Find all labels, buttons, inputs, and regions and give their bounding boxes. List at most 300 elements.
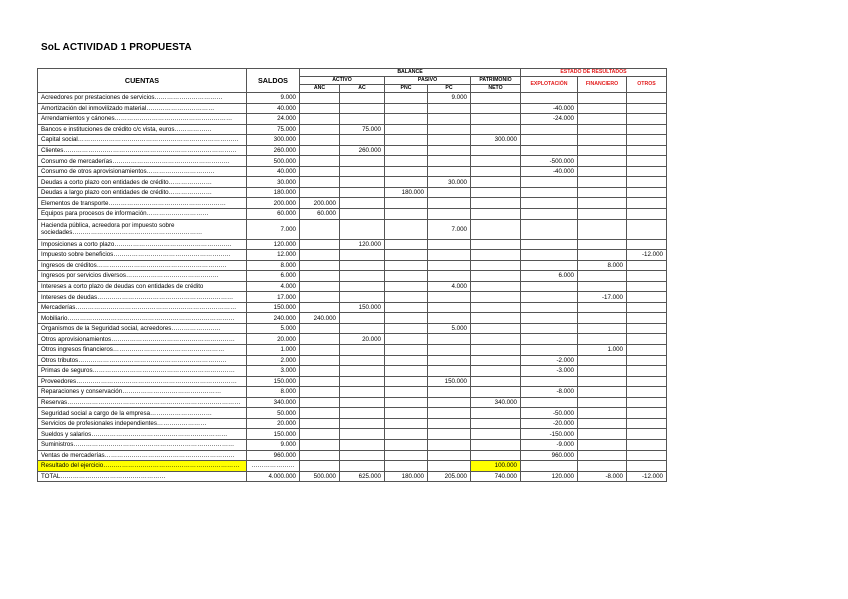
header-anc: ANC	[300, 85, 340, 93]
cell-pnc	[385, 250, 428, 261]
cell-ac	[340, 93, 385, 104]
cell-ac	[340, 313, 385, 324]
cell-pc	[428, 408, 471, 419]
cell-patrimonio-neto: 100.000	[471, 461, 521, 472]
cell-pc	[428, 334, 471, 345]
cell-pnc	[385, 345, 428, 356]
cell-ac	[340, 292, 385, 303]
cell-pnc	[385, 124, 428, 135]
cell-pnc	[385, 355, 428, 366]
cell-explotacion: 6.000	[521, 271, 578, 282]
cell-explotacion	[521, 177, 578, 188]
cell-explotacion	[521, 345, 578, 356]
cell-financiero	[578, 302, 627, 313]
cell-financiero	[578, 366, 627, 377]
cell-patrimonio-neto	[471, 292, 521, 303]
cell-financiero	[578, 209, 627, 220]
cell-ac	[340, 281, 385, 292]
cell-otros	[627, 302, 667, 313]
cell-cuenta: Mobiliario………………………………………………………………………	[38, 313, 247, 324]
cell-anc	[300, 250, 340, 261]
cell-pnc	[385, 219, 428, 239]
page-title: SoL ACTIVIDAD 1 PROPUESTA	[41, 42, 192, 53]
cell-financiero	[578, 219, 627, 239]
cell-saldo: 6.000	[247, 271, 300, 282]
cell-saldo: 8.000	[247, 260, 300, 271]
cell-otros	[627, 376, 667, 387]
cell-financiero	[578, 376, 627, 387]
cell-pc	[428, 187, 471, 198]
cell-patrimonio-neto	[471, 145, 521, 156]
cell-otros	[627, 313, 667, 324]
cell-saldo: 17.000	[247, 292, 300, 303]
cell-explotacion	[521, 250, 578, 261]
cell-anc	[300, 334, 340, 345]
cell-cuenta: Organismos de la Seguridad social, acreedores……………………	[38, 323, 247, 334]
cell-pnc	[385, 198, 428, 209]
cell-explotacion: -2.000	[521, 355, 578, 366]
cell-pnc	[385, 177, 428, 188]
cell-ac: 120.000	[340, 239, 385, 250]
cell-pnc	[385, 103, 428, 114]
cell-patrimonio-neto	[471, 219, 521, 239]
table-row	[38, 166, 667, 177]
cell-otros	[627, 387, 667, 398]
cell-ac	[340, 429, 385, 440]
cell-explotacion	[521, 239, 578, 250]
cell-patrimonio-neto	[471, 166, 521, 177]
cell-pnc	[385, 429, 428, 440]
cell-cuenta: Equipos para procesos de información…………………………	[38, 209, 247, 220]
cell-explotacion	[521, 397, 578, 408]
cell-pnc	[385, 302, 428, 313]
cell-pc	[428, 302, 471, 313]
cell-saldo: 5.000	[247, 323, 300, 334]
cell-otros	[627, 281, 667, 292]
cell-pc	[428, 387, 471, 398]
cell-saldo: 3.000	[247, 366, 300, 377]
table-row	[38, 145, 667, 156]
cell-otros	[627, 355, 667, 366]
cell-pc	[428, 418, 471, 429]
cell-cuenta: Bancos e instituciones de crédito c/c vista, euros………………	[38, 124, 247, 135]
cell-pc	[428, 355, 471, 366]
cell-patrimonio-neto: 300.000	[471, 135, 521, 146]
cell-cuenta: Arrendamientos y cánones…………………………………………………	[38, 114, 247, 125]
table-row	[38, 187, 667, 198]
table-row	[38, 103, 667, 114]
cell-pnc	[385, 376, 428, 387]
cell-explotacion: 960.000	[521, 450, 578, 461]
cell-financiero	[578, 177, 627, 188]
cell-cuenta: Elementos de transporte…………………………………………………	[38, 198, 247, 209]
cell-ac	[340, 408, 385, 419]
cell-financiero	[578, 135, 627, 146]
cell-explotacion	[521, 135, 578, 146]
cell-otros	[627, 93, 667, 104]
cell-saldo: 1.000	[247, 345, 300, 356]
cell-cuenta: Deudas a corto plazo con entidades de crédito…………………	[38, 177, 247, 188]
cell-ac	[340, 397, 385, 408]
cell-anc	[300, 397, 340, 408]
cell-pnc	[385, 292, 428, 303]
cell-pc	[428, 250, 471, 261]
cell-pnc	[385, 408, 428, 419]
cell-explotacion	[521, 334, 578, 345]
cell-anc	[300, 114, 340, 125]
table-row	[38, 345, 667, 356]
cell-explotacion	[521, 145, 578, 156]
cell-financiero	[578, 397, 627, 408]
cell-anc	[300, 302, 340, 313]
cell-patrimonio-neto	[471, 387, 521, 398]
cell-pnc	[385, 156, 428, 167]
cell-anc	[300, 219, 340, 239]
cell-cuenta: Ventas de mercaderías………………………………………………………	[38, 450, 247, 461]
header-explotacion: EXPLOTACIÓN	[521, 77, 578, 93]
cell-pc	[428, 166, 471, 177]
cell-pnc	[385, 366, 428, 377]
cell-patrimonio-neto	[471, 408, 521, 419]
cell-otros	[627, 124, 667, 135]
cell-financiero	[578, 387, 627, 398]
cell-pnc	[385, 323, 428, 334]
table-row	[38, 209, 667, 220]
cell-financiero: -17.000	[578, 292, 627, 303]
cell-cuenta: Proveedores……………………………………………………………………	[38, 376, 247, 387]
header-pasivo: PASIVO	[385, 77, 471, 85]
cell-explotacion	[521, 313, 578, 324]
cell-cuenta: Intereses de deudas…………………………………………………………	[38, 292, 247, 303]
cell-saldo: 150.000	[247, 302, 300, 313]
table-row	[38, 334, 667, 345]
cell-saldo: …………………	[247, 461, 300, 472]
cell-otros	[627, 187, 667, 198]
cell-ac: 150.000	[340, 302, 385, 313]
cell-pnc	[385, 93, 428, 104]
cell-financiero	[578, 93, 627, 104]
cell-ac	[340, 439, 385, 450]
total-label: TOTAL……………………………………………	[38, 471, 247, 482]
cell-pc	[428, 366, 471, 377]
cell-saldo: 40.000	[247, 166, 300, 177]
table-row	[38, 429, 667, 440]
cell-saldo: 240.000	[247, 313, 300, 324]
cell-anc	[300, 239, 340, 250]
table-row	[38, 323, 667, 334]
table-row	[38, 292, 667, 303]
cell-cuenta: Seguridad social a cargo de la empresa…………………………	[38, 408, 247, 419]
cell-cuenta: Ingresos por servicios diversos………………………………………	[38, 271, 247, 282]
cell-otros	[627, 198, 667, 209]
cell-otros	[627, 114, 667, 125]
cell-otros	[627, 239, 667, 250]
total-pc: 205.000	[428, 471, 471, 482]
header-neto: NETO	[471, 85, 521, 93]
cell-patrimonio-neto	[471, 209, 521, 220]
table-row	[38, 366, 667, 377]
table-row	[38, 156, 667, 167]
cell-cuenta: Reparaciones y conservación…………………………………………	[38, 387, 247, 398]
cell-financiero	[578, 239, 627, 250]
cell-otros	[627, 145, 667, 156]
cell-cuenta: Otros ingresos financieros………………………………………………	[38, 345, 247, 356]
cell-financiero	[578, 355, 627, 366]
cell-pnc	[385, 450, 428, 461]
cell-cuenta: Consumo de otros aprovisionamientos……………………………	[38, 166, 247, 177]
cell-ac	[340, 114, 385, 125]
cell-explotacion: -20.000	[521, 418, 578, 429]
cell-financiero	[578, 124, 627, 135]
cell-saldo: 20.000	[247, 334, 300, 345]
cell-pc	[428, 271, 471, 282]
cell-ac	[340, 156, 385, 167]
cell-explotacion	[521, 281, 578, 292]
cell-ac	[340, 103, 385, 114]
table-row	[38, 302, 667, 313]
cell-cuenta: Imposiciones a corto plazo…………………………………………………	[38, 239, 247, 250]
cell-ac	[340, 461, 385, 472]
cell-financiero	[578, 313, 627, 324]
cell-patrimonio-neto	[471, 429, 521, 440]
cell-anc	[300, 366, 340, 377]
cell-anc	[300, 177, 340, 188]
cell-anc	[300, 292, 340, 303]
header-patrimonio: PATRIMONIO	[471, 77, 521, 85]
cell-pc: 5.000	[428, 323, 471, 334]
cell-financiero	[578, 281, 627, 292]
cell-saldo: 7.000	[247, 219, 300, 239]
cell-patrimonio-neto	[471, 313, 521, 324]
cell-financiero	[578, 408, 627, 419]
cell-patrimonio-neto	[471, 103, 521, 114]
table-row	[38, 250, 667, 261]
cell-cuenta: Intereses a corto plazo de deudas con entidades de crédito	[38, 281, 247, 292]
cell-pnc	[385, 145, 428, 156]
cell-pc: 7.000	[428, 219, 471, 239]
table-row	[38, 418, 667, 429]
cell-patrimonio-neto	[471, 239, 521, 250]
cell-otros	[627, 219, 667, 239]
cell-cuenta: Hacienda pública, acreedora por impuesto sobre sociedades………………………………………………………	[38, 219, 247, 239]
cell-saldo: 75.000	[247, 124, 300, 135]
cell-financiero	[578, 198, 627, 209]
cell-financiero	[578, 334, 627, 345]
total-patrimonio-neto: 740.000	[471, 471, 521, 482]
cell-anc: 200.000	[300, 198, 340, 209]
cell-otros	[627, 366, 667, 377]
total-explotacion: 120.000	[521, 471, 578, 482]
cell-saldo: 300.000	[247, 135, 300, 146]
cell-anc	[300, 166, 340, 177]
table-row	[38, 355, 667, 366]
cell-financiero	[578, 114, 627, 125]
cell-ac	[340, 177, 385, 188]
cell-ac	[340, 209, 385, 220]
cell-cuenta: Mercaderías……………………………………………………………………	[38, 302, 247, 313]
cell-pc	[428, 461, 471, 472]
cell-ac	[340, 345, 385, 356]
cell-cuenta: Ingresos de créditos………………………………………………………	[38, 260, 247, 271]
cell-ac	[340, 366, 385, 377]
cell-explotacion: -500.000	[521, 156, 578, 167]
cell-otros	[627, 135, 667, 146]
cell-ac	[340, 355, 385, 366]
cell-explotacion	[521, 260, 578, 271]
cell-pnc	[385, 260, 428, 271]
cell-patrimonio-neto	[471, 198, 521, 209]
table-row	[38, 439, 667, 450]
cell-explotacion: -8.000	[521, 387, 578, 398]
cell-patrimonio-neto	[471, 260, 521, 271]
cell-otros	[627, 429, 667, 440]
cell-patrimonio-neto	[471, 450, 521, 461]
header-saldos: SALDOS	[247, 69, 300, 93]
cell-pc: 30.000	[428, 177, 471, 188]
cell-patrimonio-neto	[471, 302, 521, 313]
cell-cuenta: Resultado del ejercicio…………………………………………………………	[38, 461, 247, 472]
total-pnc: 180.000	[385, 471, 428, 482]
cell-otros	[627, 292, 667, 303]
table-row	[38, 281, 667, 292]
cell-pnc	[385, 334, 428, 345]
cell-pnc	[385, 313, 428, 324]
cell-pc	[428, 313, 471, 324]
cell-otros	[627, 323, 667, 334]
cell-saldo: 200.000	[247, 198, 300, 209]
cell-ac	[340, 198, 385, 209]
cell-pnc	[385, 114, 428, 125]
cell-patrimonio-neto	[471, 93, 521, 104]
cell-anc	[300, 345, 340, 356]
cell-cuenta: Capital social……………………………………………………………………	[38, 135, 247, 146]
cell-cuenta: Acreedores por prestaciones de servicios……………………………	[38, 93, 247, 104]
cell-otros	[627, 260, 667, 271]
table-row	[38, 124, 667, 135]
cell-cuenta: Suministros……………………………………………………………………	[38, 439, 247, 450]
cell-otros	[627, 334, 667, 345]
cell-anc	[300, 281, 340, 292]
total-financiero: -8.000	[578, 471, 627, 482]
cell-patrimonio-neto	[471, 271, 521, 282]
total-otros: -12.000	[627, 471, 667, 482]
cell-saldo: 24.000	[247, 114, 300, 125]
cell-cuenta: Primas de seguros……………………………………………………………	[38, 366, 247, 377]
header-pc: PC	[428, 85, 471, 93]
cell-patrimonio-neto	[471, 156, 521, 167]
cell-anc	[300, 418, 340, 429]
cell-pc	[428, 198, 471, 209]
cell-explotacion	[521, 209, 578, 220]
cell-otros	[627, 345, 667, 356]
cell-explotacion	[521, 93, 578, 104]
cell-financiero	[578, 166, 627, 177]
table-row	[38, 461, 667, 472]
table-row	[38, 135, 667, 146]
cell-otros	[627, 156, 667, 167]
cell-otros	[627, 439, 667, 450]
cell-explotacion: -150.000	[521, 429, 578, 440]
total-saldo: 4.000.000	[247, 471, 300, 482]
cell-patrimonio-neto	[471, 124, 521, 135]
header-otros: OTROS	[627, 77, 667, 93]
cell-ac	[340, 187, 385, 198]
cell-patrimonio-neto	[471, 323, 521, 334]
cell-saldo: 150.000	[247, 429, 300, 440]
cell-saldo: 960.000	[247, 450, 300, 461]
cell-pnc	[385, 166, 428, 177]
cell-financiero	[578, 145, 627, 156]
cell-pc	[428, 260, 471, 271]
cell-otros	[627, 408, 667, 419]
cell-saldo: 340.000	[247, 397, 300, 408]
cell-explotacion	[521, 461, 578, 472]
cell-anc	[300, 156, 340, 167]
cell-saldo: 2.000	[247, 355, 300, 366]
cell-otros	[627, 209, 667, 220]
cell-pc	[428, 345, 471, 356]
cell-financiero	[578, 156, 627, 167]
cell-anc	[300, 187, 340, 198]
cell-otros	[627, 461, 667, 472]
cell-financiero	[578, 461, 627, 472]
table-row	[38, 93, 667, 104]
cell-patrimonio-neto: 340.000	[471, 397, 521, 408]
cell-patrimonio-neto	[471, 187, 521, 198]
cell-anc: 240.000	[300, 313, 340, 324]
table-row	[38, 313, 667, 324]
table-row	[38, 260, 667, 271]
cell-anc	[300, 387, 340, 398]
header-ac: AC	[340, 85, 385, 93]
cell-ac	[340, 376, 385, 387]
cell-ac	[340, 135, 385, 146]
cell-ac: 260.000	[340, 145, 385, 156]
cell-anc	[300, 376, 340, 387]
cell-otros	[627, 450, 667, 461]
cell-ac	[340, 323, 385, 334]
cell-patrimonio-neto	[471, 439, 521, 450]
cell-anc: 60.000	[300, 209, 340, 220]
cell-anc	[300, 271, 340, 282]
header-pnc: PNC	[385, 85, 428, 93]
cell-saldo: 180.000	[247, 187, 300, 198]
cell-pc	[428, 239, 471, 250]
cell-anc	[300, 260, 340, 271]
cell-pc	[428, 209, 471, 220]
cell-anc	[300, 323, 340, 334]
cell-pnc	[385, 271, 428, 282]
cell-pc	[428, 429, 471, 440]
cell-pc: 150.000	[428, 376, 471, 387]
cell-ac	[340, 260, 385, 271]
cell-explotacion: -40.000	[521, 103, 578, 114]
cell-anc	[300, 135, 340, 146]
table-row	[38, 397, 667, 408]
cell-otros	[627, 177, 667, 188]
cell-ac	[340, 418, 385, 429]
cell-explotacion: -50.000	[521, 408, 578, 419]
cell-pnc: 180.000	[385, 187, 428, 198]
cell-cuenta: Consumo de mercaderías…………………………………………………	[38, 156, 247, 167]
table-row	[38, 387, 667, 398]
cell-otros	[627, 418, 667, 429]
table-row	[38, 239, 667, 250]
cell-explotacion	[521, 198, 578, 209]
cell-otros	[627, 397, 667, 408]
cell-patrimonio-neto	[471, 345, 521, 356]
cell-financiero	[578, 450, 627, 461]
